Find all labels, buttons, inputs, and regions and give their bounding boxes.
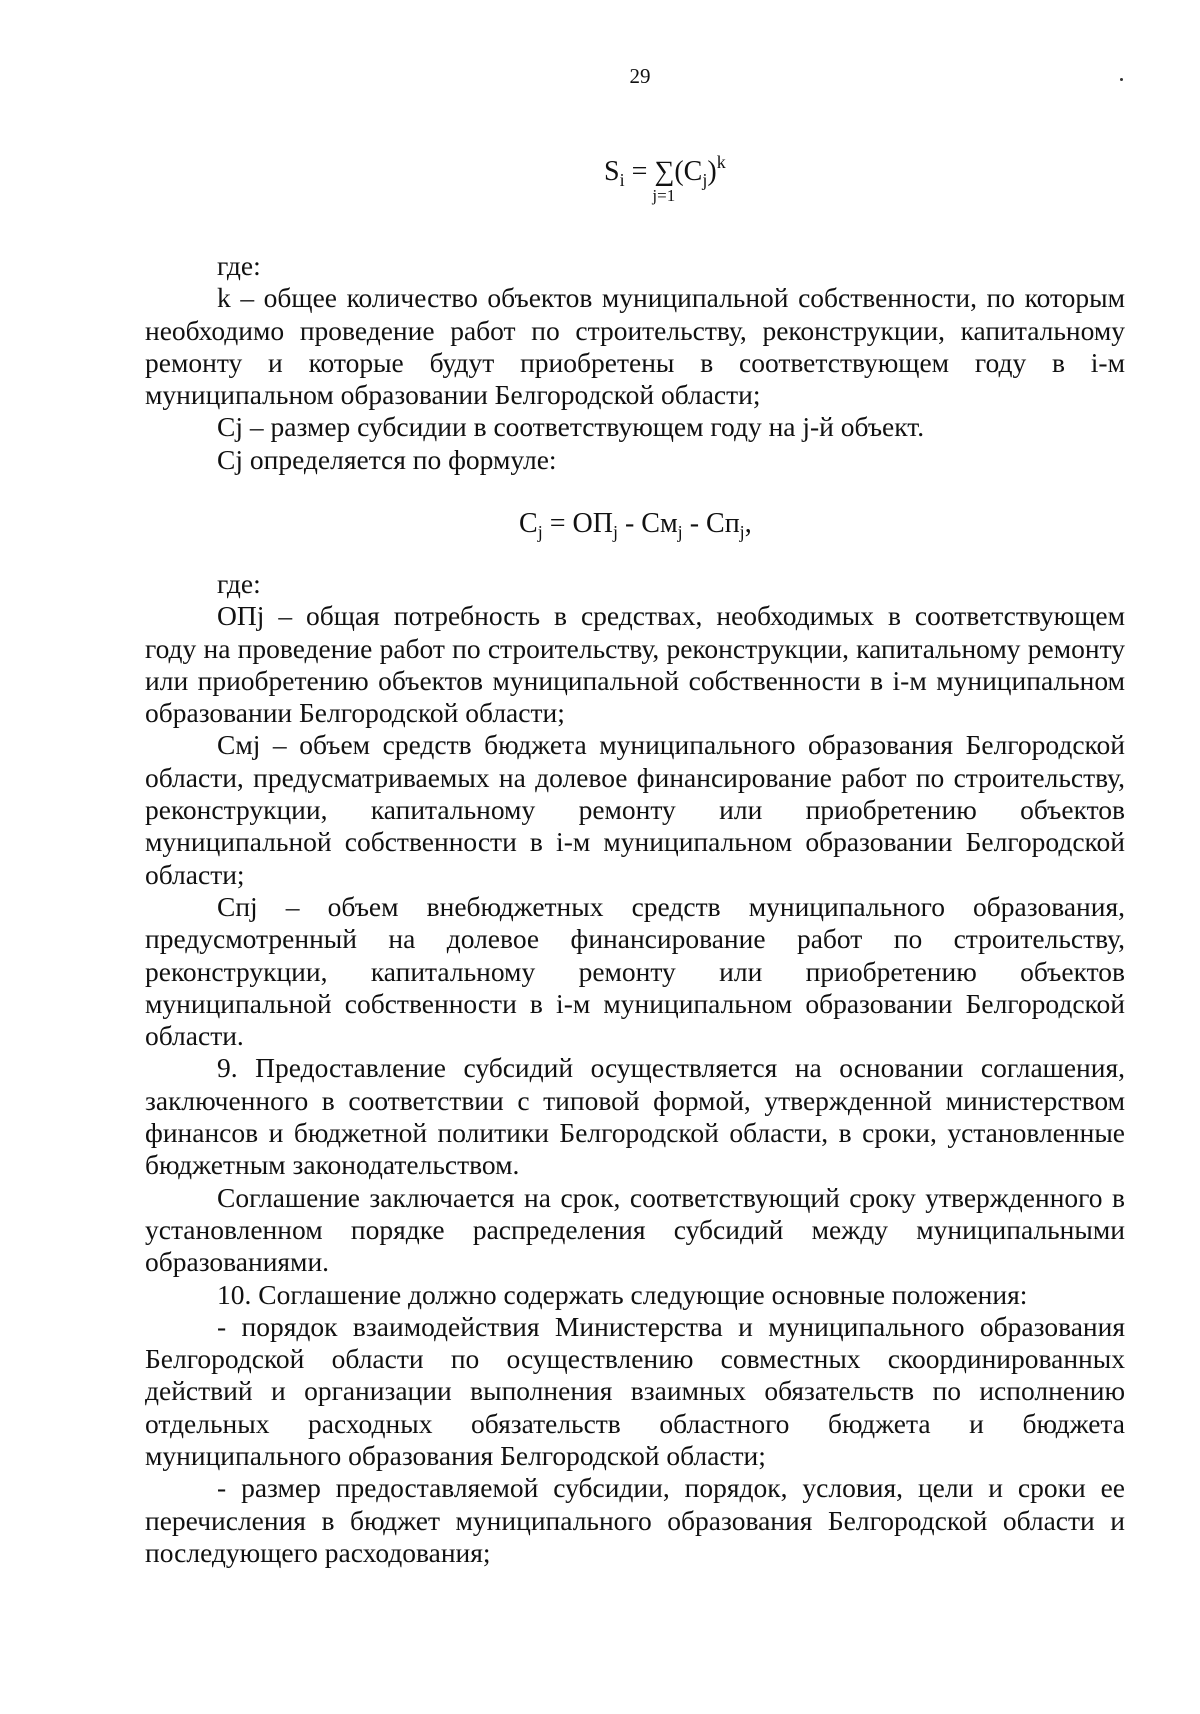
formula-si-eq: = <box>624 156 655 187</box>
formula-cj-sub: j <box>677 522 683 542</box>
formula-cj-part: , <box>744 508 752 539</box>
formula-cj <box>519 508 752 543</box>
paragraph: Соглашение заключается на срок, соответствующий сроку утвержденного в установленном порядке распределения субсидий между муниципальными образованиями. <box>145 1181 1125 1278</box>
sigma-limit: j=1 <box>652 186 676 205</box>
formula-cj-sub: j <box>537 522 543 542</box>
formula-si-sup: k <box>716 152 726 172</box>
paragraph: k – общее количество объектов муниципальной собственности, по которым необходимо проведение работ по строительству, реконструкции, капитальному ремонту и которые будут приобретены в соответствующем году в i-м муниципальном образовании Белгородской области; <box>145 282 1125 411</box>
formula-si-lhs: S <box>604 156 620 187</box>
page-number: 29 <box>629 64 651 88</box>
sigma-glyph: ∑ <box>654 156 675 187</box>
formula-si-body-sub: j <box>702 170 708 190</box>
paragraph: ОПj – общая потребность в средствах, необходимых в соответствующем году на проведение работ по строительству, реконструкции, капитальному ремонту или приобретению объектов муниципальной собственности в i-м муниципальном образовании Белгородской области; <box>145 600 1125 729</box>
paragraph: где: <box>217 250 261 281</box>
paragraph: где: <box>217 568 261 599</box>
formula-si-close: ) <box>707 156 717 187</box>
formula-cj-part: - См <box>617 508 678 539</box>
paragraph: - порядок взаимодействия Министерства и муниципального образования Белгородской области по осуществлению совместных скоординированных действий и организации выполнения взаимных обязательств по исполнению отдельных расходных обязательств областного бюджета и бюджета муниципального образования Белгородской области; <box>145 1310 1125 1472</box>
paragraph: Cj определяется по формуле: <box>217 443 557 475</box>
sigma-symbol <box>652 156 676 205</box>
paragraph: 9. Предоставление субсидий осуществляется на основании соглашения, заключенного в соответствии с типовой формой, утвержденной министерством финансов и бюджетной политики Белгородской области, в сроки, установленные бюджетным законодательством. <box>145 1052 1125 1181</box>
paragraph: - размер предоставляемой субсидии, порядок, условия, цели и сроки ее перечисления в бюджет муниципального образования Белгородской области и последующего расходования; <box>145 1472 1125 1568</box>
formula-cj-sub: j <box>739 522 745 542</box>
formula-si-body: (C <box>674 156 703 187</box>
paragraph: Cj – размер субсидии в соответствующем году на j-й объект. <box>217 411 925 443</box>
paragraph: Смj – объем средств бюджета муниципального образования Белгородской области, предусматриваемых на долевое финансирование работ по строительству, реконструкции, капитальному ремонту или приобретению объектов муниципальной собственности в i-м муниципальном образовании Белгородской области; <box>145 729 1125 890</box>
paragraph: Спj – объем внебюджетных средств муниципального образования, предусмотренный на долевое финансирование работ по строительству, реконструкции, капитальному ремонту или приобретению объектов муниципальной собственности в i-м муниципальном образовании Белгородской области. <box>145 890 1125 1052</box>
formula-cj-part: = ОП <box>542 508 613 539</box>
scan-speck <box>1120 78 1123 81</box>
formula-cj-part: - Сп <box>682 508 740 539</box>
text-block-1 <box>145 250 1125 476</box>
text-block-2 <box>145 568 1125 1569</box>
formula-si-lhs-sub: i <box>619 170 625 190</box>
formula-cj-part: C <box>519 508 538 539</box>
formula-cj-sub: j <box>612 522 618 542</box>
paragraph: 10. Соглашение должно содержать следующие основные положения: <box>217 1278 1028 1310</box>
formula-si <box>604 152 726 205</box>
